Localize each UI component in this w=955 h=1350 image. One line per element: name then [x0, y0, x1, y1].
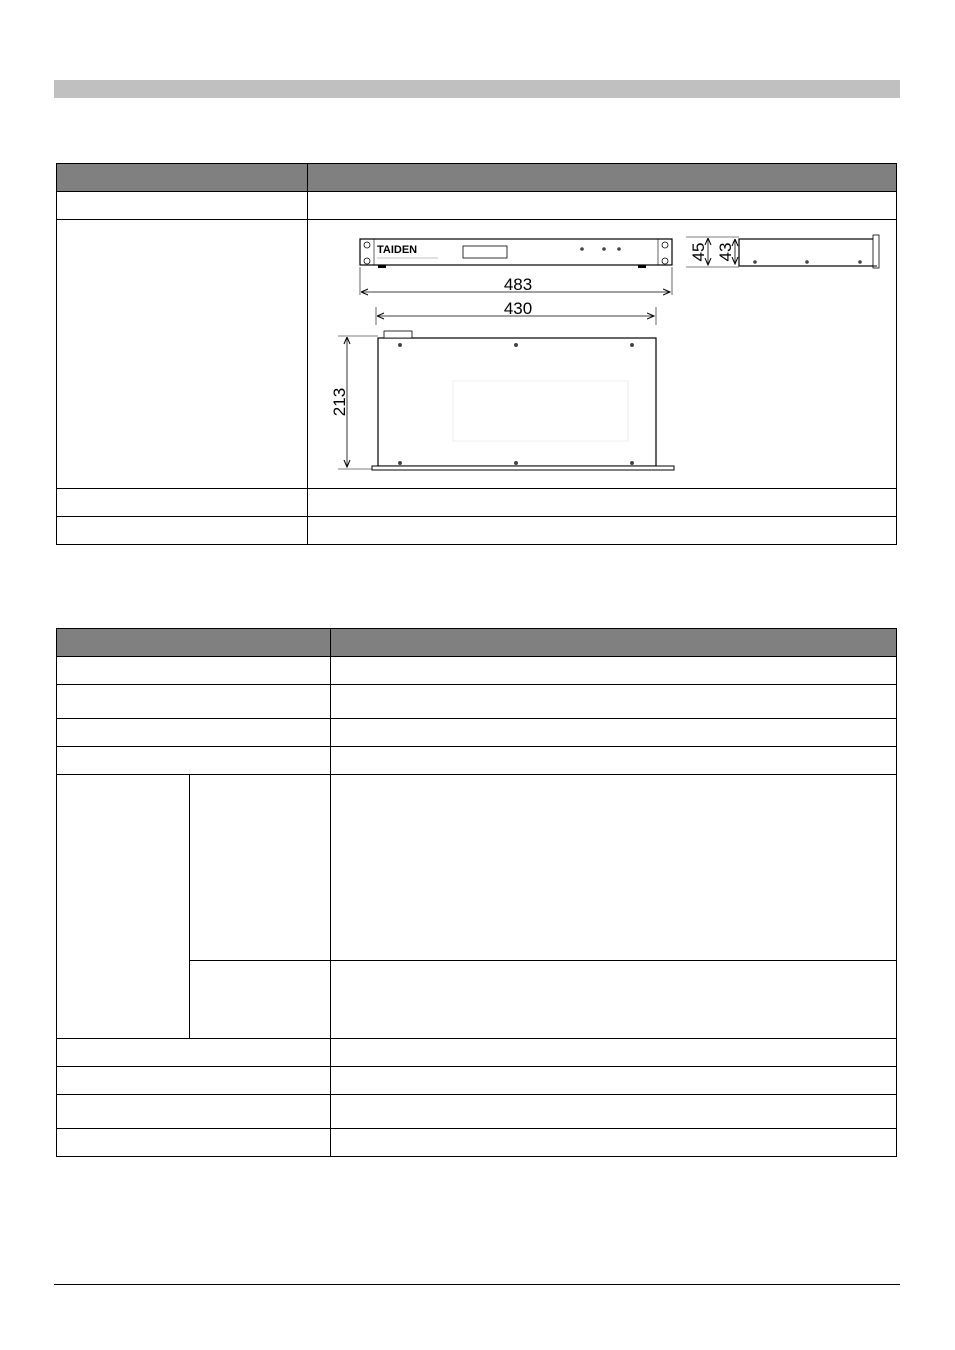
side-view: [739, 235, 879, 268]
table-cell-group: [57, 775, 190, 1039]
table-cell: [57, 1039, 331, 1067]
dimension-label-213: 213: [330, 387, 349, 416]
table-row: [57, 1039, 897, 1067]
table-cell: [57, 517, 308, 545]
table-cell: [331, 657, 897, 685]
table-row: [57, 775, 897, 961]
table-cell: [331, 1039, 897, 1067]
table-cell: [308, 192, 897, 220]
table-cell: [308, 489, 897, 517]
table-cell-subitem: [190, 775, 331, 961]
dimension-label-43: 43: [716, 242, 735, 261]
table-header-row: [57, 629, 897, 657]
table-cell: [331, 961, 897, 1039]
table-cell: [331, 719, 897, 747]
table-cell: [331, 1095, 897, 1129]
table-cell: [331, 1129, 897, 1157]
table-row: [57, 657, 897, 685]
table-row: [57, 1095, 897, 1129]
header-cell-item: [57, 164, 308, 192]
table-cell: [331, 775, 897, 961]
table-cell: [57, 192, 308, 220]
dimension-drawing: [308, 221, 895, 488]
dimension-drawing-cell: [308, 220, 897, 489]
table-cell: [331, 1067, 897, 1095]
table-row: [57, 747, 897, 775]
dimension-label-483: 483: [503, 274, 533, 294]
section-header-bar: [54, 80, 900, 98]
brand-logo: TAIDEN: [377, 243, 418, 256]
table-row: [57, 192, 897, 220]
table-cell: [331, 685, 897, 719]
table-cell-subitem: [190, 961, 331, 1039]
table-row: [57, 685, 897, 719]
table-cell: [57, 1129, 331, 1157]
display-window: [463, 246, 507, 258]
table-cell: [57, 489, 308, 517]
table-cell: [57, 1067, 331, 1095]
footer-rule: [54, 1284, 900, 1285]
table-row: [57, 1067, 897, 1095]
header-cell-item: [57, 629, 331, 657]
table-cell: [331, 747, 897, 775]
header-cell-value: [331, 629, 897, 657]
table-cell: [57, 719, 331, 747]
table-cell: [308, 517, 897, 545]
technical-spec-table: [56, 628, 897, 1157]
table-row: [57, 489, 897, 517]
table-cell: [57, 1095, 331, 1129]
table-row-dimensions: [57, 220, 897, 489]
table-cell: [57, 657, 331, 685]
table-cell: [57, 747, 331, 775]
top-view: [372, 331, 674, 470]
table-cell: [57, 685, 331, 719]
table-row: [57, 1129, 897, 1157]
dimension-label-45: 45: [689, 242, 708, 261]
table-row: [57, 517, 897, 545]
physical-spec-table: [56, 163, 897, 545]
table-header-row: [57, 164, 897, 192]
header-cell-value: [308, 164, 897, 192]
dimension-label-430: 430: [503, 298, 533, 318]
front-view: [360, 239, 672, 268]
table-row: [57, 719, 897, 747]
table-cell: [57, 220, 308, 489]
